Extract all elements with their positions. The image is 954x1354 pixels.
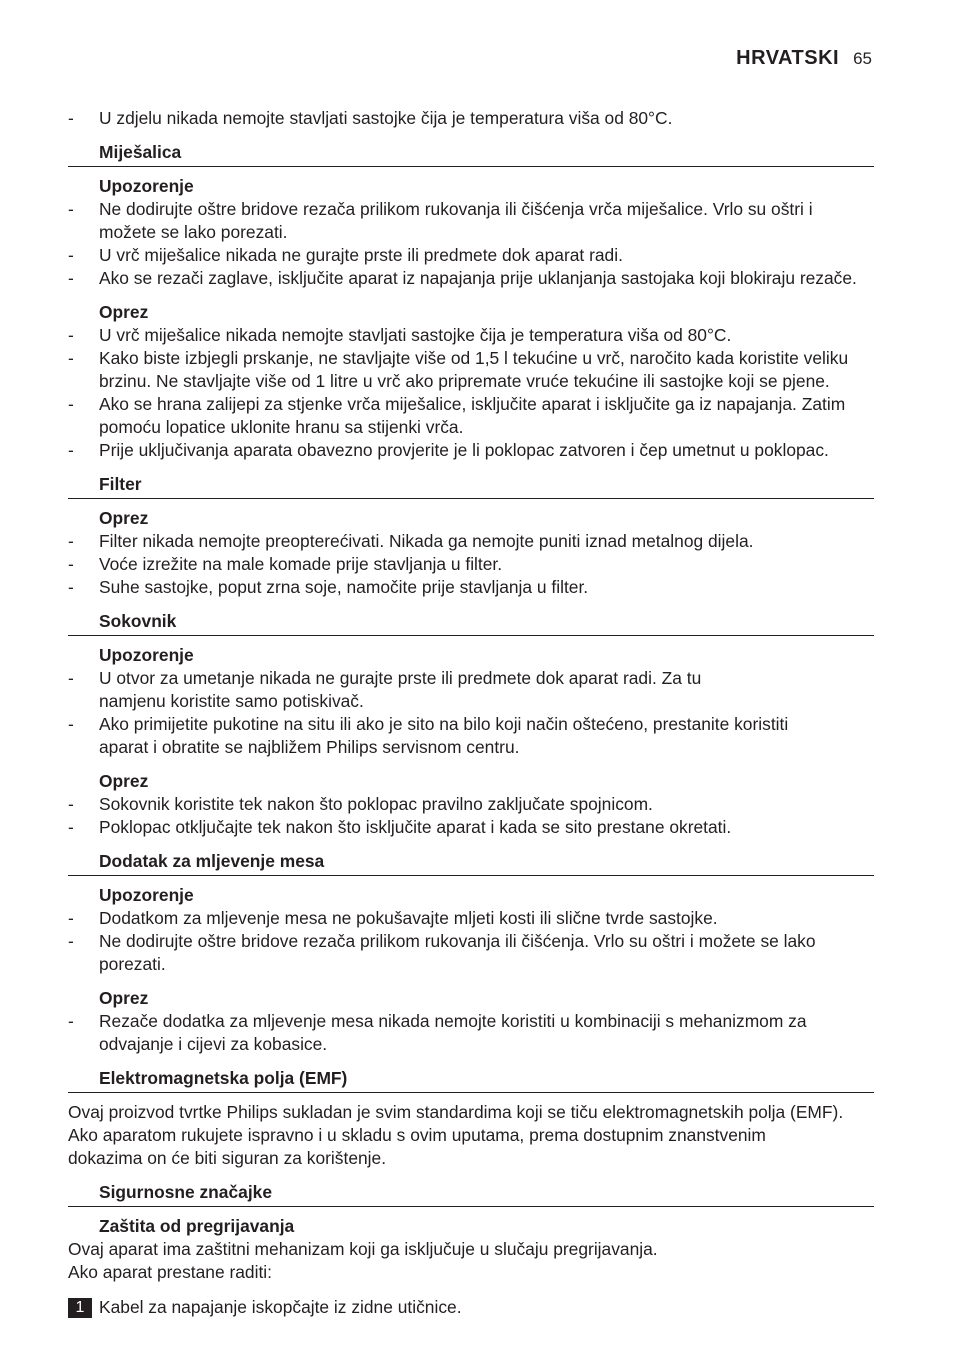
section-juicer xyxy=(68,610,874,839)
caution-list xyxy=(68,530,874,599)
warning-list xyxy=(68,667,874,759)
paragraph-line: Ovaj proizvod tvrtke Philips sukladan je svim standardima koji se tiču elektromagnetskih polja (EMF). xyxy=(68,1102,844,1122)
list-item: - Poklopac otključajte tek nakon što isključite aparat i kada se sito prestane okretati. xyxy=(68,816,874,839)
list-item: - U vrč miješalice nikada ne gurajte prste ili predmete dok aparat radi. xyxy=(68,244,874,267)
warning-title: Upozorenje xyxy=(99,645,194,665)
caution-list xyxy=(68,324,874,462)
list-item: - Ako se rezači zaglave, isključite aparat iz napajanja prije uklanjanja sastojaka koji blokiraju rezače. xyxy=(68,267,874,290)
page-content xyxy=(68,107,874,1319)
warning-title: Upozorenje xyxy=(99,885,194,905)
section-title: Filter xyxy=(68,473,874,499)
list-item: - U otvor za umetanje nikada ne gurajte prste ili predmete dok aparat radi. Za tu namjenu koristite samo potiskivač. xyxy=(68,667,874,713)
warning-list xyxy=(68,198,874,290)
page-header xyxy=(736,47,872,70)
list-item: - Ne dodirujte oštre bridove rezača prilikom rukovanja ili čišćenja vrča miješalice. Vrlo su oštri i možete se lako porezati. xyxy=(68,198,874,244)
paragraph-line: Ovaj aparat ima zaštitni mehanizam koji ga isključuje u slučaju pregrijavanja. xyxy=(68,1239,658,1259)
list-item: - Ako se hrana zalijepi za stjenke vrča miješalice, isključite aparat i isključite ga iz napajanja. Zatim pomoću lopatice uklonite hranu sa stijenki vrča. xyxy=(68,393,874,439)
section-filter xyxy=(68,473,874,599)
list-item: - U vrč miješalice nikada nemojte stavljati sastojke čija je temperatura viša od 80°C. xyxy=(68,324,874,347)
section-safety xyxy=(68,1181,874,1319)
list-item: - Filter nikada nemojte preopterećivati. Nikada ga nemojte puniti iznad metalnog dijela. xyxy=(68,530,874,553)
caution-title: Oprez xyxy=(99,771,149,791)
warning-list xyxy=(68,907,874,976)
list-item: - Prije uključivanja aparata obavezno provjerite je li poklopac zatvoren i čep umetnut u poklopac. xyxy=(68,439,874,462)
caution-title: Oprez xyxy=(99,988,149,1008)
overheat-title: Zaštita od pregrijavanja xyxy=(99,1216,295,1236)
section-title: Elektromagnetska polja (EMF) xyxy=(68,1067,874,1093)
list-item: - Ne dodirujte oštre bridove rezača prilikom rukovanja ili čišćenja. Vrlo su oštri i možete se lako porezati. xyxy=(68,930,874,976)
list-item: - Dodatkom za mljevenje mesa ne pokušavajte mljeti kosti ili slične tvrde sastojke. xyxy=(68,907,874,930)
caution-title: Oprez xyxy=(99,302,149,322)
section-blender xyxy=(68,141,874,462)
language-label: HRVATSKI xyxy=(736,47,840,69)
list-item: - Kako biste izbjegli prskanje, ne stavljajte više od 1,5 l tekućine u vrč, naročito kada koristite veliku brzinu. Ne stavljajte više od 1 litre u vrč ako pripremate vruće tekućine ili sastojke koji se pjene. xyxy=(68,347,874,393)
section-title: Sokovnik xyxy=(68,610,874,636)
list-item: - U zdjelu nikada nemojte stavljati sastojke čija je temperatura viša od 80°C. xyxy=(68,107,874,130)
section-emf xyxy=(68,1067,874,1170)
section-title: Sigurnosne značajke xyxy=(68,1181,874,1207)
caution-list xyxy=(68,793,874,839)
list-item: - Rezače dodatka za mljevenje mesa nikada nemojte koristiti u kombinaciji s mehanizmom za odvajanje i cijevi za kobasice. xyxy=(68,1010,874,1056)
section-title: Miješalica xyxy=(68,141,874,167)
list-item: - Voće izrežite na male komade prije stavljanja u filter. xyxy=(68,553,874,576)
paragraph-line: Ako aparat prestane raditi: xyxy=(68,1262,272,1282)
step-text: Kabel za napajanje iskopčajte iz zidne utičnice. xyxy=(99,1297,462,1317)
page-number: 65 xyxy=(853,49,872,68)
overheat-paragraph xyxy=(68,1238,874,1284)
paragraph-line: dokazima on će biti siguran za korištenje. xyxy=(68,1148,387,1168)
caution-title: Oprez xyxy=(99,508,149,528)
emf-paragraph xyxy=(68,1101,874,1170)
section-title: Dodatak za mljevenje mesa xyxy=(68,850,874,876)
warning-title: Upozorenje xyxy=(99,176,194,196)
list-item: - Sokovnik koristite tek nakon što poklopac pravilno zaključate spojnicom. xyxy=(68,793,874,816)
list-item: - Suhe sastojke, poput zrna soje, namočite prije stavljanja u filter. xyxy=(68,576,874,599)
step-item xyxy=(68,1296,874,1319)
section-meat-grinder xyxy=(68,850,874,1056)
intro-list xyxy=(68,107,874,130)
list-item: - Ako primijetite pukotine na situ ili ako je sito na bilo koji način oštećeno, prestanite koristiti aparat i obratite se najbližem Philips servisnom centru. xyxy=(68,713,874,759)
step-number-badge: 1 xyxy=(68,1298,92,1318)
paragraph-line: Ako aparatom rukujete ispravno i u skladu s ovim uputama, prema dostupnim znanstvenim xyxy=(68,1125,766,1145)
caution-list xyxy=(68,1010,874,1056)
